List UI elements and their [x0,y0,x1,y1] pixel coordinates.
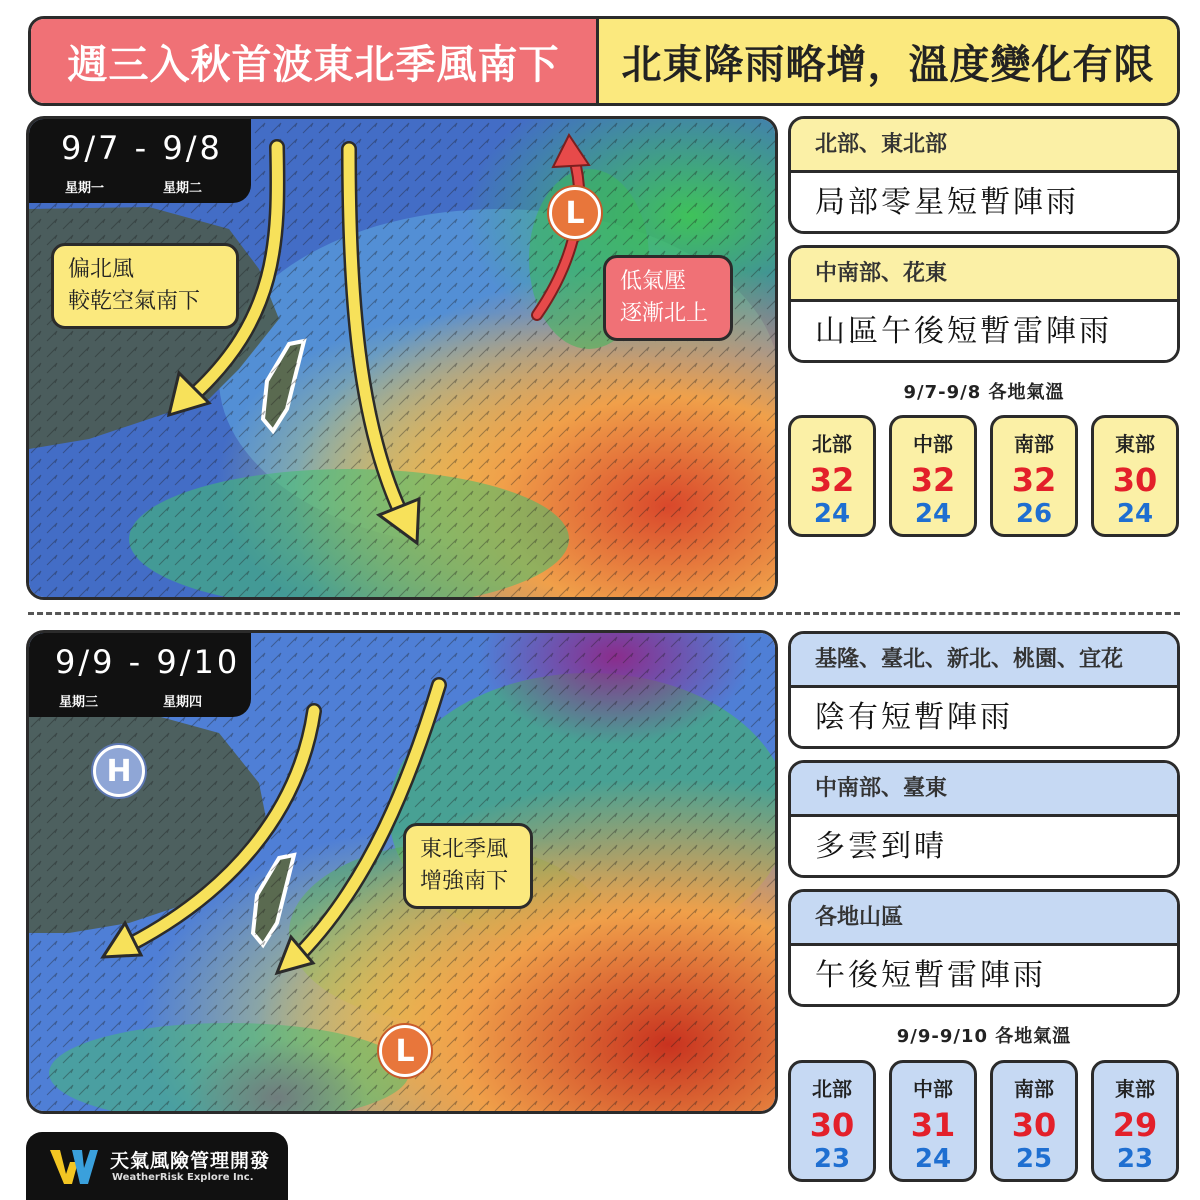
header-left-title: 週三入秋首波東北季風南下 [67,41,560,88]
header-right [599,19,1177,103]
temp-card-south: 南部 32 26 [990,415,1078,537]
arrows-period1 [29,119,778,600]
region-forecast: 局部零星短暫陣雨 [791,173,1177,234]
weather-map-period1 [26,116,778,600]
date-range: 9/7 - 9/8 [61,129,223,167]
weekday-end: 星期二 [163,181,203,196]
weatherrisk-logo-icon [50,1148,98,1186]
weather-map-period2 [26,630,778,1114]
monsoon-label: 東北季風 增強南下 [403,823,533,909]
company-logo [26,1132,288,1200]
low-pressure-icon: L [379,1025,431,1077]
low-pressure-icon: L [549,187,601,239]
region-card-mountains [788,889,1180,1007]
temp-card-north: 北部 32 24 [788,415,876,537]
region-card-north-cities [788,631,1180,749]
temp-card-east: 東部 29 23 [1091,1060,1179,1182]
logo-name-en: WeatherRisk Explore Inc. [112,1172,254,1183]
region-forecast: 山區午後短暫雷陣雨 [791,302,1177,363]
yellow-arrow-icon [349,149,419,543]
header-banner [28,16,1180,106]
high-pressure-icon: H [93,745,145,797]
temp-card-central: 中部 31 24 [889,1060,977,1182]
section-divider [28,612,1180,615]
header-right-title: 北東降雨略增，溫度變化有限 [621,41,1155,88]
yellow-arrow-icon [103,711,314,957]
weekday-end: 星期四 [163,695,203,710]
north-wind-label: 偏北風 較乾空氣南下 [51,243,239,329]
region-title: 中南部、花東 [791,248,1177,302]
region-forecast: 多雲到晴 [791,817,1177,878]
region-title: 北部、東北部 [791,119,1177,173]
logo-name-cn: 天氣風險管理開發 [110,1150,271,1172]
weekday-start: 星期一 [65,181,105,196]
region-title: 各地山區 [791,892,1177,946]
temp-card-east: 東部 30 24 [1091,415,1179,537]
header-left [31,19,599,103]
temp-card-north: 北部 30 23 [788,1060,876,1182]
region-forecast: 午後短暫雷陣雨 [791,946,1177,1007]
region-title: 中南部、臺東 [791,763,1177,817]
low-pressure-label: 低氣壓 逐漸北上 [603,255,733,341]
temp-card-central: 中部 32 24 [889,415,977,537]
region-card-north [788,116,1180,234]
date-range: 9/9 - 9/10 [55,643,241,681]
temp-card-south: 南部 30 25 [990,1060,1078,1182]
temp-title-period2: 9/9-9/10 各地氣溫 [896,1026,1072,1047]
region-forecast: 陰有短暫陣雨 [791,688,1177,749]
region-card-central-south [788,245,1180,363]
region-card-central-south-taitung [788,760,1180,878]
weekday-start: 星期三 [59,695,99,710]
temp-title-period1: 9/7-9/8 各地氣溫 [903,382,1065,403]
region-title: 基隆、臺北、新北、桃園、宜花 [791,634,1177,688]
